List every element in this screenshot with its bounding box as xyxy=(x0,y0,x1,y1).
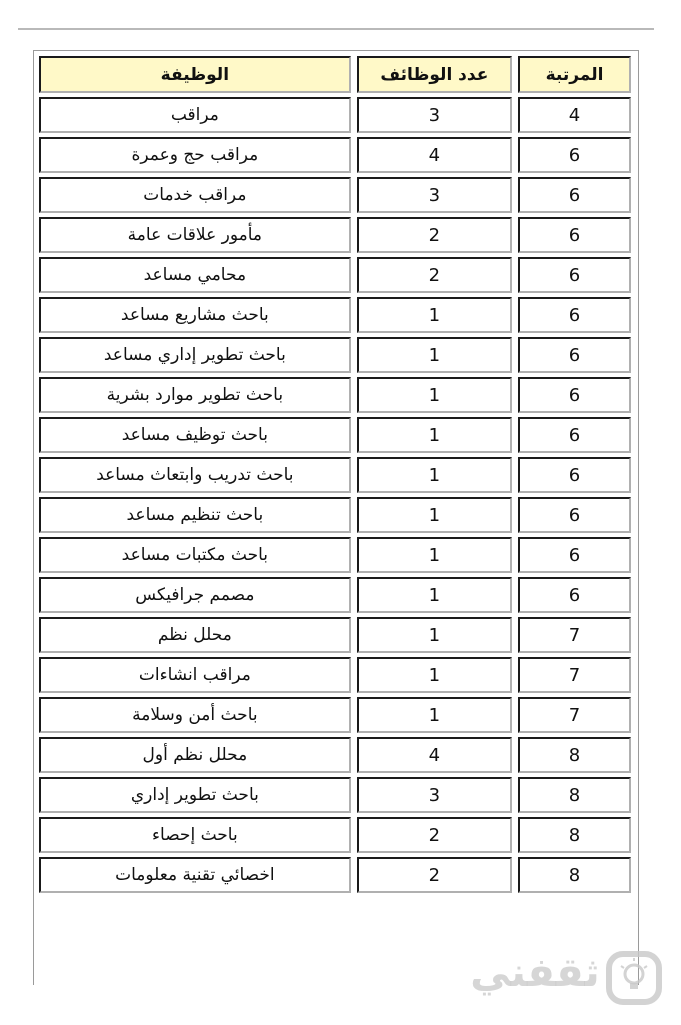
cell-count: 1 xyxy=(357,697,512,733)
cell-rank: 6 xyxy=(518,137,631,173)
table-row xyxy=(39,497,631,533)
lightbulb-icon xyxy=(605,948,665,1008)
cell-rank: 8 xyxy=(518,777,631,813)
table-row xyxy=(39,377,631,413)
jobs-table xyxy=(33,52,637,897)
table-row xyxy=(39,657,631,693)
cell-rank: 7 xyxy=(518,697,631,733)
cell-job: مأمور علاقات عامة xyxy=(39,217,351,253)
cell-job: باحث أمن وسلامة xyxy=(39,697,351,733)
cell-rank: 6 xyxy=(518,257,631,293)
cell-rank: 6 xyxy=(518,417,631,453)
top-divider xyxy=(18,28,654,30)
jobs-table-container xyxy=(33,50,639,985)
cell-count: 2 xyxy=(357,257,512,293)
cell-job: محلل نظم أول xyxy=(39,737,351,773)
cell-job: باحث إحصاء xyxy=(39,817,351,853)
cell-count: 2 xyxy=(357,817,512,853)
watermark-logo xyxy=(465,948,675,1018)
cell-count: 1 xyxy=(357,577,512,613)
cell-rank: 7 xyxy=(518,657,631,693)
cell-count: 2 xyxy=(357,217,512,253)
cell-rank: 6 xyxy=(518,497,631,533)
cell-rank: 6 xyxy=(518,217,631,253)
cell-job: مراقب xyxy=(39,97,351,133)
cell-job: باحث تطوير إداري xyxy=(39,777,351,813)
cell-count: 4 xyxy=(357,137,512,173)
cell-job: باحث تدريب وابتعاث مساعد xyxy=(39,457,351,493)
table-header-row xyxy=(39,56,631,93)
table-row xyxy=(39,177,631,213)
cell-rank: 6 xyxy=(518,377,631,413)
cell-job: اخصائي تقنية معلومات xyxy=(39,857,351,893)
cell-count: 1 xyxy=(357,537,512,573)
cell-rank: 6 xyxy=(518,457,631,493)
cell-rank: 8 xyxy=(518,737,631,773)
cell-count: 1 xyxy=(357,657,512,693)
cell-count: 1 xyxy=(357,457,512,493)
cell-count: 3 xyxy=(357,177,512,213)
header-rank: المرتبة xyxy=(518,56,631,93)
cell-job: باحث تطوير موارد بشرية xyxy=(39,377,351,413)
cell-rank: 6 xyxy=(518,297,631,333)
table-row xyxy=(39,337,631,373)
cell-job: باحث مشاريع مساعد xyxy=(39,297,351,333)
cell-count: 4 xyxy=(357,737,512,773)
table-row xyxy=(39,617,631,653)
cell-job: محامي مساعد xyxy=(39,257,351,293)
table-row xyxy=(39,777,631,813)
cell-rank: 7 xyxy=(518,617,631,653)
table-row xyxy=(39,697,631,733)
cell-rank: 6 xyxy=(518,177,631,213)
cell-count: 1 xyxy=(357,617,512,653)
cell-job: مراقب حج وعمرة xyxy=(39,137,351,173)
table-row xyxy=(39,817,631,853)
table-row xyxy=(39,457,631,493)
table-body xyxy=(39,97,631,893)
table-row xyxy=(39,257,631,293)
table-row xyxy=(39,577,631,613)
cell-job: باحث تنظيم مساعد xyxy=(39,497,351,533)
cell-count: 1 xyxy=(357,497,512,533)
cell-count: 1 xyxy=(357,417,512,453)
cell-job: باحث مكتبات مساعد xyxy=(39,537,351,573)
table-row xyxy=(39,217,631,253)
cell-count: 1 xyxy=(357,297,512,333)
cell-rank: 8 xyxy=(518,817,631,853)
table-row xyxy=(39,297,631,333)
cell-count: 3 xyxy=(357,777,512,813)
cell-rank: 6 xyxy=(518,577,631,613)
table-row xyxy=(39,137,631,173)
cell-job: باحث تطوير إداري مساعد xyxy=(39,337,351,373)
table-row xyxy=(39,537,631,573)
watermark-text: ثقفني xyxy=(470,950,600,996)
table-row xyxy=(39,737,631,773)
cell-count: 1 xyxy=(357,377,512,413)
cell-count: 3 xyxy=(357,97,512,133)
table-row xyxy=(39,417,631,453)
cell-count: 1 xyxy=(357,337,512,373)
header-count: عدد الوظائف xyxy=(357,56,512,93)
cell-job: محلل نظم xyxy=(39,617,351,653)
table-row xyxy=(39,97,631,133)
cell-rank: 6 xyxy=(518,537,631,573)
header-job: الوظيفة xyxy=(39,56,351,93)
table-row xyxy=(39,857,631,893)
cell-rank: 6 xyxy=(518,337,631,373)
cell-job: مراقب انشاءات xyxy=(39,657,351,693)
cell-job: مراقب خدمات xyxy=(39,177,351,213)
cell-rank: 4 xyxy=(518,97,631,133)
cell-count: 2 xyxy=(357,857,512,893)
cell-job: مصمم جرافيكس xyxy=(39,577,351,613)
cell-rank: 8 xyxy=(518,857,631,893)
cell-job: باحث توظيف مساعد xyxy=(39,417,351,453)
